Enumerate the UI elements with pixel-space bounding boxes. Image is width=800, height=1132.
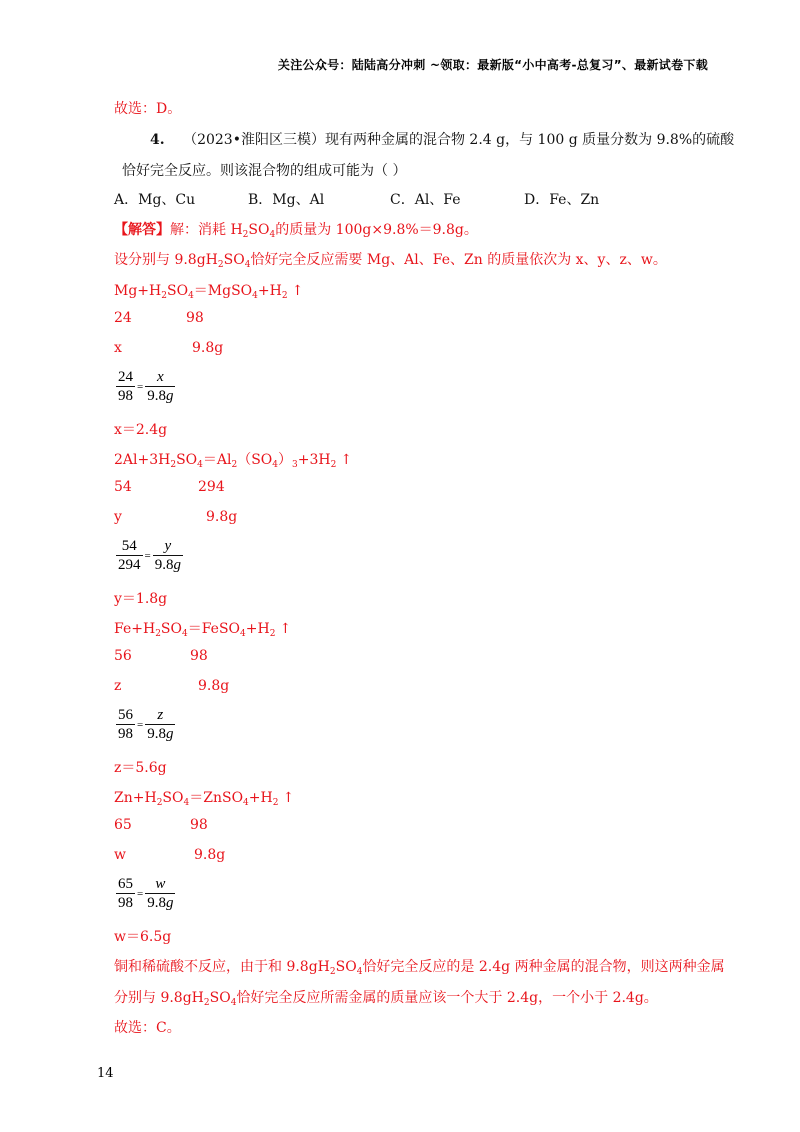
zn-unknowns: w 9.8g (114, 847, 226, 863)
question-text-1: （2023•淮阳区三模）现有两种金属的混合物 2.4 g，与 100 g 质量分数为 9.8%的硫酸 (183, 132, 735, 148)
question-number: 4. (150, 132, 165, 148)
gas-arrow-icon: ↑ (282, 790, 295, 806)
conclusion-line-2: 分别与 $9.8gH_2SO_4$恰好完全反应所需金属的质量应该一个大于 2.4g，一个小于 2.4g。 (114, 990, 658, 1008)
gas-arrow-icon: ↑ (279, 621, 292, 637)
fe-equation: $Fe+H_2SO_4=FeSO_4+H_2$ ↑ (114, 621, 292, 639)
fe-proportion: $\frac{56}{98}$ = $\frac{z}{9.8g}$ (118, 707, 174, 742)
solution-intro: 【解答】解：消耗 $H_2SO_4$的质量为 100g×9.8%＝9.8g。 (114, 222, 478, 240)
page-header: 关注公众号：陆陆高分冲刺 ~领取：最新版“小中高考-总复习”、最新试卷下载 (277, 58, 708, 72)
option-a: A．Mg、Cu (114, 192, 196, 208)
solution-tag: 【解答】 (114, 222, 170, 238)
solution-setup: 设分别与 $9.8gH_2SO_4$恰好完全反应需要 Mg、Al、Fe、Zn 的质量依次为 x、y、z、w。 (114, 252, 667, 270)
conclusion-line-1: 铜和稀硫酸不反应，由于和 $9.8gH_2SO_4$恰好完全反应的是 2.4g 两种金属的混合物，则这两种金属 (114, 959, 725, 977)
fe-molar-masses: 56 98 (114, 648, 208, 664)
mg-equation: $Mg+H_2SO_4=MgSO_4+H_2$ ↑ (114, 283, 304, 301)
al-unknowns: y 9.8g (114, 509, 238, 525)
al-molar-masses: 54 294 (114, 479, 225, 495)
zn-result: w＝6.5g (114, 929, 172, 945)
question-line-1 (150, 129, 734, 149)
question-line-2: 恰好完全反应。则该混合物的组成可能为（ ） (122, 163, 407, 179)
al-equation: $2Al+3H_2SO_4=Al_2(SO_4)_3+3H_2$ ↑ (114, 452, 353, 470)
gas-arrow-icon: ↑ (340, 452, 353, 468)
option-b: B．Mg、Al (248, 192, 325, 208)
al-result: y＝1.8g (114, 591, 168, 607)
al-proportion: $\frac{54}{294}$ = $\frac{y}{9.8g}$ (118, 538, 181, 573)
zn-proportion: $\frac{65}{98}$ = $\frac{w}{9.8g}$ (118, 876, 174, 911)
fe-unknowns: z 9.8g (114, 678, 230, 694)
final-answer: 故选：C。 (114, 1020, 181, 1036)
gas-arrow-icon: ↑ (291, 283, 304, 299)
zn-molar-masses: 65 98 (114, 817, 208, 833)
fe-result: z＝5.6g (114, 760, 167, 776)
page-number: 14 (97, 1066, 114, 1081)
previous-answer: 故选：D。 (114, 101, 182, 117)
mg-molar-masses: 24 98 (114, 310, 204, 326)
option-c: C．Al、Fe (390, 192, 461, 208)
mg-result: x＝2.4g (114, 422, 168, 438)
zn-equation: $Zn+H_2SO_4=ZnSO_4+H_2$ ↑ (114, 790, 295, 808)
mg-unknowns: x 9.8g (114, 340, 224, 356)
option-d: D．Fe、Zn (524, 192, 600, 208)
mg-proportion: $\frac{24}{98}$ = $\frac{x}{9.8g}$ (118, 369, 174, 404)
